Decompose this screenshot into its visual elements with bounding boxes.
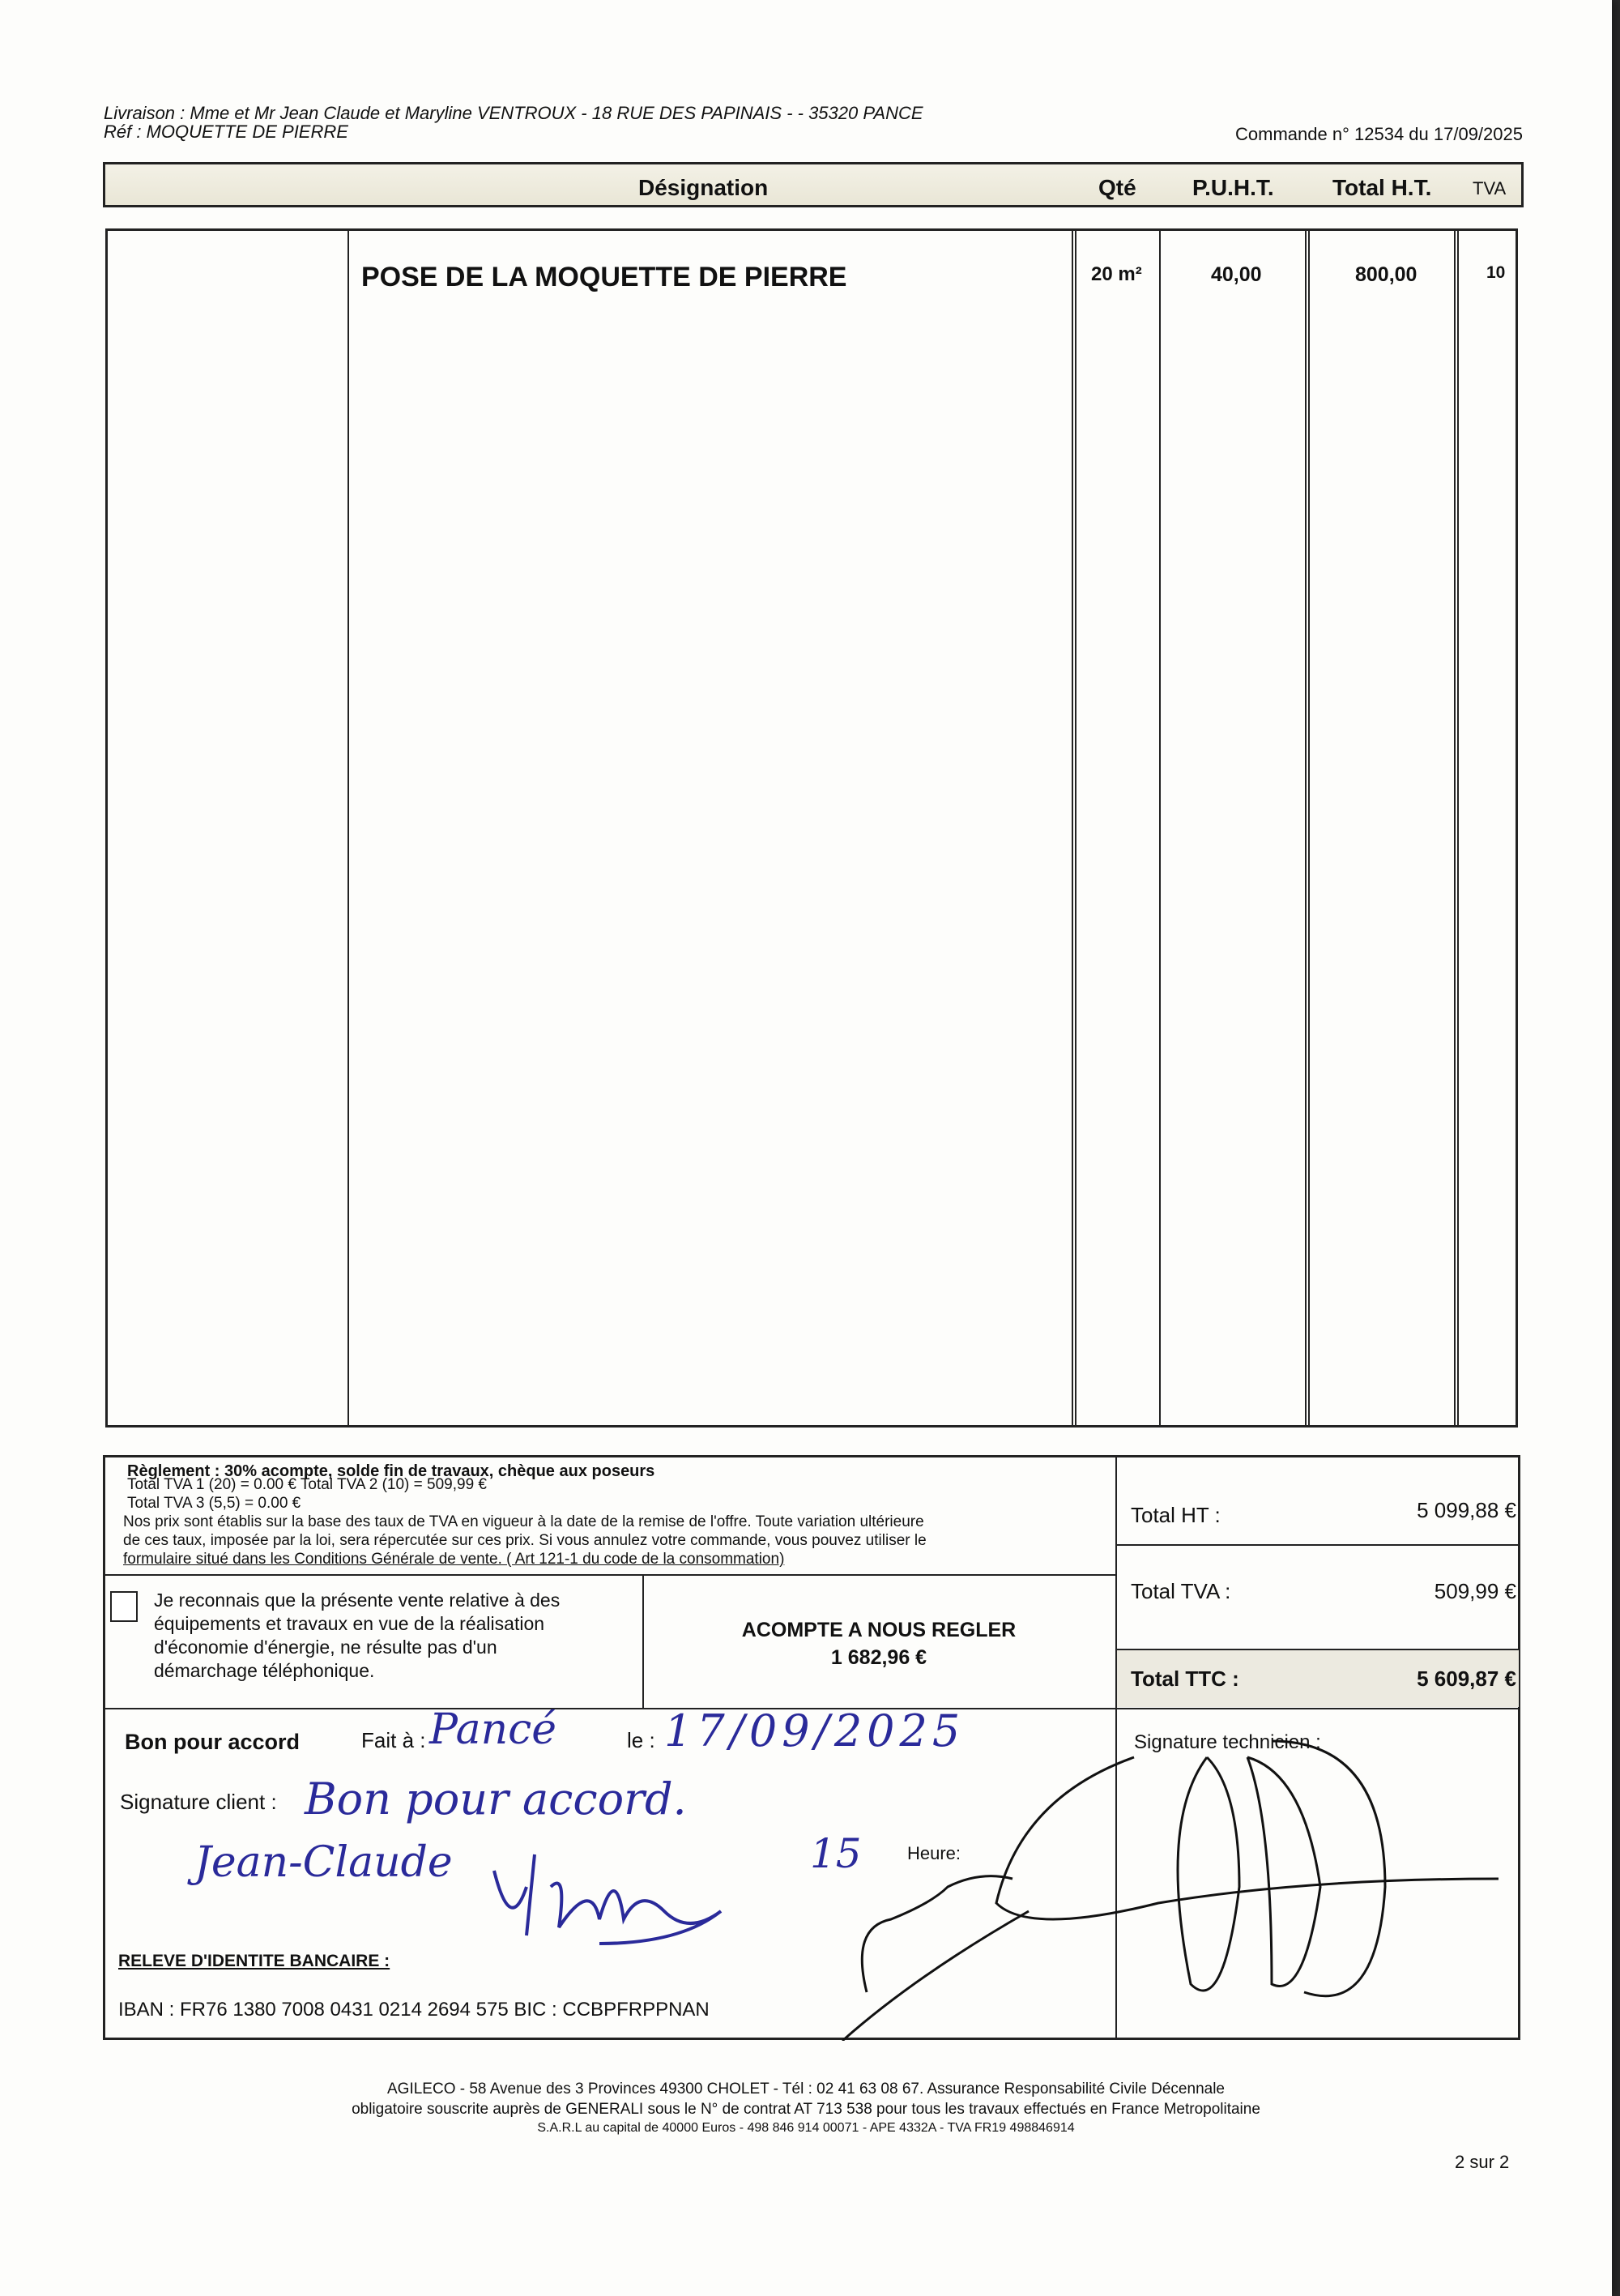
client-signature-label: Signature client : bbox=[120, 1790, 277, 1814]
place-value: Pancé bbox=[429, 1705, 557, 1754]
payment-terms: Règlement : 30% acompte, solde fin de travaux, chèque aux poseurs bbox=[127, 1462, 655, 1480]
summary-block bbox=[103, 1455, 1520, 2040]
col-total-ht: Total H.T. bbox=[1332, 175, 1432, 200]
footer-line-1: AGILECO - 58 Avenue des 3 Provinces 49300 CHOLET - Tél : 02 41 63 08 67. Assurance Responsabilité Civile Décennale bbox=[387, 2080, 1225, 2098]
col-qty: Qté bbox=[1098, 175, 1136, 200]
terms-notice-1: Nos prix sont établis sur la base des taux de TVA en vigueur à la date de la remise de l'offre. Toute variation ultérieure bbox=[123, 1513, 924, 1530]
line-tva: 10 bbox=[1486, 263, 1506, 282]
client-signature-drawing bbox=[478, 1838, 745, 1952]
delivery-address: Livraison : Mme et Mr Jean Claude et Maryline VENTROUX - 18 RUE DES PAPINAIS - - 35320 PANCE bbox=[104, 103, 923, 123]
bank-title: RELEVE D'IDENTITE BANCAIRE : bbox=[118, 1952, 390, 1970]
total-ttc-value: 5 609,87 € bbox=[1417, 1667, 1516, 1691]
client-handwritten-text: Bon pour accord. bbox=[305, 1773, 687, 1824]
line-qty: 20 m² bbox=[1091, 263, 1142, 285]
technician-signature-label: Signature technicien : bbox=[1134, 1731, 1321, 1753]
deposit-box bbox=[642, 1616, 1115, 1671]
date-label: le : bbox=[627, 1728, 655, 1752]
tva-breakdown-2: Total TVA 3 (5,5) = 0.00 € bbox=[127, 1495, 301, 1512]
deposit-label: ACOMPTE A NOUS REGLER bbox=[741, 1619, 1017, 1641]
agreement-label: Bon pour accord bbox=[125, 1730, 301, 1754]
total-ht-label: Total HT : bbox=[1131, 1503, 1221, 1527]
total-ht-value: 5 099,88 € bbox=[1417, 1498, 1516, 1522]
total-tva-label: Total TVA : bbox=[1131, 1579, 1231, 1603]
total-ttc-label: Total TTC : bbox=[1131, 1667, 1239, 1691]
bank-iban: IBAN : FR76 1380 7008 0431 0214 2694 575 BIC : CCBPFRPPNAN bbox=[118, 1999, 710, 2021]
line-unit-price: 40,00 bbox=[1211, 263, 1262, 286]
footer-line-2: obligatoire souscrite auprès de GENERALI sous le N° de contrat AT 713 538 pour tous les travaux effectués en France Metropolitaine bbox=[352, 2101, 1260, 2118]
col-tva: TVA bbox=[1473, 178, 1507, 198]
line-designation: POSE DE LA MOQUETTE DE PIERRE bbox=[361, 262, 847, 292]
place-label: Fait à : bbox=[361, 1728, 426, 1752]
total-tva-value: 509,99 € bbox=[1434, 1579, 1516, 1603]
reference: Réf : MOQUETTE DE PIERRE bbox=[104, 122, 348, 142]
col-designation: Désignation bbox=[638, 175, 769, 200]
line-total-ht: 800,00 bbox=[1355, 263, 1418, 286]
terms-notice-3: formulaire situé dans les Conditions Générale de vente. ( Art 121-1 du code de la consommation) bbox=[123, 1551, 785, 1568]
deposit-amount: 1 682,96 € bbox=[830, 1646, 927, 1669]
hour-label: Heure: bbox=[907, 1843, 961, 1863]
hour-value: 15 bbox=[810, 1830, 862, 1877]
acknowledgement-text: Je reconnais que la présente vente relative à des équipements et travaux en vue de la réalisation d'économie d'énergie, ne résulte pas d'un démarchage téléphonique. bbox=[154, 1590, 561, 1681]
column-header-bar bbox=[103, 162, 1524, 207]
page-number: 2 sur 2 bbox=[1455, 2152, 1510, 2172]
technician-signature-drawing bbox=[818, 1725, 1515, 2041]
acknowledgement-checkbox[interactable] bbox=[110, 1591, 138, 1622]
date-value: 17/09/2025 bbox=[664, 1705, 966, 1756]
client-handwritten-name: Jean-Claude bbox=[194, 1838, 453, 1887]
footer-line-3: S.A.R.L au capital de 40000 Euros - 498 846 914 00071 - APE 4332A - TVA FR19 498846914 bbox=[537, 2121, 1075, 2135]
items-table bbox=[105, 228, 1518, 1428]
order-number: Commande n° 12534 du 17/09/2025 bbox=[1235, 124, 1523, 144]
col-unit-price: P.U.H.T. bbox=[1192, 175, 1274, 200]
tva-breakdown-1: Total TVA 1 (20) = 0.00 € Total TVA 2 (10) = 509,99 € bbox=[127, 1476, 487, 1493]
terms-notice-2: de ces taux, imposée par la loi, sera répercutée sur ces prix. Si vous annulez votre commande, vous pouvez utiliser le bbox=[123, 1532, 927, 1549]
